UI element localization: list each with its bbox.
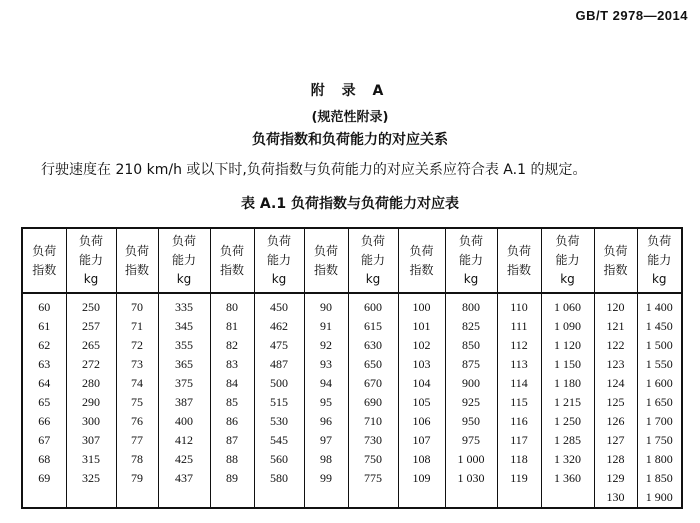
load-index-cell: 96 [304, 412, 348, 431]
table-row [22, 488, 682, 508]
load-capacity-cell: 1 215 [541, 393, 594, 412]
load-capacity-cell: 775 [348, 469, 398, 488]
load-capacity-cell: 265 [66, 336, 116, 355]
table-row [22, 336, 682, 355]
load-capacity-cell: 1 750 [637, 431, 682, 450]
load-capacity-cell: 1 180 [541, 374, 594, 393]
table-caption: 表 A.1 负荷指数与负荷能力对应表 [241, 196, 459, 212]
load-capacity-cell [348, 488, 398, 508]
load-capacity-cell: 580 [254, 469, 304, 488]
load-index-cell [210, 488, 254, 508]
load-index-cell: 86 [210, 412, 254, 431]
load-index-cell: 93 [304, 355, 348, 374]
load-index-cell: 110 [497, 293, 541, 317]
load-index-cell: 69 [22, 469, 66, 488]
load-capacity-cell: 462 [254, 317, 304, 336]
load-capacity-cell [158, 488, 210, 508]
load-index-cell: 94 [304, 374, 348, 393]
header-load-index: 负荷 指数 [497, 228, 541, 293]
load-capacity-cell: 412 [158, 431, 210, 450]
load-index-cell: 60 [22, 293, 66, 317]
load-index-cell: 74 [116, 374, 158, 393]
load-capacity-cell: 315 [66, 450, 116, 469]
load-index-cell: 98 [304, 450, 348, 469]
load-index-cell: 106 [398, 412, 445, 431]
load-capacity-cell: 975 [445, 431, 497, 450]
load-capacity-cell: 630 [348, 336, 398, 355]
load-capacity-cell: 335 [158, 293, 210, 317]
load-capacity-cell: 800 [445, 293, 497, 317]
load-index-cell [22, 488, 66, 508]
load-capacity-cell: 375 [158, 374, 210, 393]
header-load-capacity: 负荷 能力 kg [66, 228, 116, 293]
load-capacity-cell: 250 [66, 293, 116, 317]
load-capacity-cell: 690 [348, 393, 398, 412]
table-row [22, 393, 682, 412]
load-index-cell: 114 [497, 374, 541, 393]
load-capacity-cell: 1 090 [541, 317, 594, 336]
load-index-cell [497, 488, 541, 508]
load-index-cell: 91 [304, 317, 348, 336]
load-capacity-cell: 1 000 [445, 450, 497, 469]
load-capacity-cell: 1 400 [637, 293, 682, 317]
load-capacity-cell: 1 450 [637, 317, 682, 336]
load-index-cell: 102 [398, 336, 445, 355]
load-index-cell: 117 [497, 431, 541, 450]
table-row [22, 450, 682, 469]
load-index-cell: 104 [398, 374, 445, 393]
load-index-cell: 92 [304, 336, 348, 355]
load-index-cell: 101 [398, 317, 445, 336]
table-row [22, 469, 682, 488]
load-index-cell: 70 [116, 293, 158, 317]
annex-title: 附 录 A [310, 83, 390, 99]
load-index-cell: 78 [116, 450, 158, 469]
load-capacity-cell: 1 285 [541, 431, 594, 450]
load-capacity-cell [254, 488, 304, 508]
load-index-cell: 112 [497, 336, 541, 355]
load-index-cell: 107 [398, 431, 445, 450]
table-row [22, 317, 682, 336]
load-index-cell [398, 488, 445, 508]
load-capacity-cell: 560 [254, 450, 304, 469]
load-capacity-cell: 272 [66, 355, 116, 374]
load-index-cell [116, 488, 158, 508]
load-index-cell: 83 [210, 355, 254, 374]
load-capacity-cell [541, 488, 594, 508]
load-index-cell: 111 [497, 317, 541, 336]
load-capacity-cell: 1 150 [541, 355, 594, 374]
load-capacity-cell: 1 600 [637, 374, 682, 393]
annex-name: 负荷指数和负荷能力的对应关系 [252, 132, 448, 148]
load-capacity-cell: 670 [348, 374, 398, 393]
load-index-cell: 68 [22, 450, 66, 469]
load-index-cell: 85 [210, 393, 254, 412]
load-capacity-cell: 545 [254, 431, 304, 450]
header-load-capacity: 负荷 能力 kg [254, 228, 304, 293]
load-index-cell: 63 [22, 355, 66, 374]
load-capacity-cell: 425 [158, 450, 210, 469]
load-capacity-cell: 1 900 [637, 488, 682, 508]
load-capacity-cell: 437 [158, 469, 210, 488]
load-capacity-cell: 750 [348, 450, 398, 469]
load-index-cell: 130 [594, 488, 637, 508]
load-index-cell: 90 [304, 293, 348, 317]
load-capacity-cell: 850 [445, 336, 497, 355]
load-index-cell: 79 [116, 469, 158, 488]
load-capacity-cell: 450 [254, 293, 304, 317]
load-index-cell: 128 [594, 450, 637, 469]
load-index-cell: 95 [304, 393, 348, 412]
annex-type: (规范性附录) [311, 110, 389, 125]
load-capacity-cell [66, 488, 116, 508]
load-capacity-cell: 1 250 [541, 412, 594, 431]
load-index-cell: 76 [116, 412, 158, 431]
table-row [22, 412, 682, 431]
table-row [22, 374, 682, 393]
header-load-capacity: 负荷 能力 kg [445, 228, 497, 293]
load-index-cell: 72 [116, 336, 158, 355]
load-index-cell: 119 [497, 469, 541, 488]
load-index-cell: 108 [398, 450, 445, 469]
load-capacity-cell: 257 [66, 317, 116, 336]
load-capacity-cell: 280 [66, 374, 116, 393]
load-capacity-cell: 1 800 [637, 450, 682, 469]
load-capacity-cell: 1 650 [637, 393, 682, 412]
load-capacity-cell: 1 360 [541, 469, 594, 488]
load-index-cell: 120 [594, 293, 637, 317]
load-capacity-cell: 900 [445, 374, 497, 393]
load-capacity-cell [445, 488, 497, 508]
load-capacity-cell: 1 500 [637, 336, 682, 355]
load-index-cell: 73 [116, 355, 158, 374]
load-index-cell: 89 [210, 469, 254, 488]
load-capacity-cell: 1 030 [445, 469, 497, 488]
load-capacity-cell: 365 [158, 355, 210, 374]
load-index-cell: 80 [210, 293, 254, 317]
load-index-cell: 126 [594, 412, 637, 431]
load-index-cell: 97 [304, 431, 348, 450]
load-index-cell: 66 [22, 412, 66, 431]
load-capacity-cell: 1 320 [541, 450, 594, 469]
header-load-index: 负荷 指数 [594, 228, 637, 293]
load-index-cell: 124 [594, 374, 637, 393]
load-capacity-cell: 290 [66, 393, 116, 412]
load-index-cell: 75 [116, 393, 158, 412]
load-capacity-cell: 1 700 [637, 412, 682, 431]
table-body [22, 293, 682, 508]
load-capacity-cell: 1 060 [541, 293, 594, 317]
table-row [22, 355, 682, 374]
standard-code: GB/T 2978—2014 [575, 8, 688, 23]
load-index-cell: 77 [116, 431, 158, 450]
load-index-cell: 67 [22, 431, 66, 450]
load-index-cell: 103 [398, 355, 445, 374]
load-capacity-cell: 530 [254, 412, 304, 431]
intro-paragraph: 行驶速度在 210 km/h 或以下时,负荷指数与负荷能力的对应关系应符合表 A.1 的规定。 [41, 162, 587, 178]
load-index-cell: 129 [594, 469, 637, 488]
load-index-cell: 87 [210, 431, 254, 450]
load-capacity-cell: 875 [445, 355, 497, 374]
header-load-index: 负荷 指数 [22, 228, 66, 293]
load-capacity-cell: 650 [348, 355, 398, 374]
load-index-cell: 116 [497, 412, 541, 431]
load-index-cell: 118 [497, 450, 541, 469]
load-index-cell: 115 [497, 393, 541, 412]
load-index-cell: 105 [398, 393, 445, 412]
header-load-index: 负荷 指数 [210, 228, 254, 293]
load-index-cell: 81 [210, 317, 254, 336]
load-capacity-cell: 300 [66, 412, 116, 431]
load-capacity-cell: 615 [348, 317, 398, 336]
table-header-row [22, 228, 682, 293]
load-capacity-cell: 1 850 [637, 469, 682, 488]
load-capacity-cell: 307 [66, 431, 116, 450]
load-index-cell: 109 [398, 469, 445, 488]
header-load-index: 负荷 指数 [116, 228, 158, 293]
header-load-capacity: 负荷 能力 kg [348, 228, 398, 293]
load-capacity-cell: 400 [158, 412, 210, 431]
load-capacity-cell: 515 [254, 393, 304, 412]
load-capacity-cell: 710 [348, 412, 398, 431]
load-capacity-cell: 487 [254, 355, 304, 374]
load-capacity-cell: 925 [445, 393, 497, 412]
load-capacity-cell: 355 [158, 336, 210, 355]
load-capacity-cell: 1 550 [637, 355, 682, 374]
load-index-cell: 82 [210, 336, 254, 355]
header-load-capacity: 负荷 能力 kg [637, 228, 682, 293]
load-capacity-cell: 600 [348, 293, 398, 317]
load-index-cell: 100 [398, 293, 445, 317]
header-load-index: 负荷 指数 [398, 228, 445, 293]
table-row [22, 293, 682, 317]
header-load-capacity: 负荷 能力 kg [158, 228, 210, 293]
load-index-cell: 62 [22, 336, 66, 355]
load-index-cell: 64 [22, 374, 66, 393]
load-capacity-cell: 475 [254, 336, 304, 355]
load-capacity-cell: 345 [158, 317, 210, 336]
header-load-index: 负荷 指数 [304, 228, 348, 293]
header-load-capacity: 负荷 能力 kg [541, 228, 594, 293]
load-index-cell: 122 [594, 336, 637, 355]
load-index-cell: 71 [116, 317, 158, 336]
load-capacity-cell: 825 [445, 317, 497, 336]
load-index-cell: 99 [304, 469, 348, 488]
load-capacity-cell: 1 120 [541, 336, 594, 355]
load-index-cell: 65 [22, 393, 66, 412]
load-capacity-cell: 500 [254, 374, 304, 393]
load-index-cell: 121 [594, 317, 637, 336]
table-row [22, 431, 682, 450]
load-index-cell: 127 [594, 431, 637, 450]
load-capacity-cell: 730 [348, 431, 398, 450]
load-capacity-cell: 325 [66, 469, 116, 488]
load-index-cell: 61 [22, 317, 66, 336]
load-capacity-cell: 387 [158, 393, 210, 412]
load-index-cell: 88 [210, 450, 254, 469]
load-index-cell: 123 [594, 355, 637, 374]
load-index-cell: 125 [594, 393, 637, 412]
load-index-cell [304, 488, 348, 508]
load-index-cell: 113 [497, 355, 541, 374]
load-capacity-cell: 950 [445, 412, 497, 431]
load-index-cell: 84 [210, 374, 254, 393]
load-index-table [21, 227, 683, 509]
